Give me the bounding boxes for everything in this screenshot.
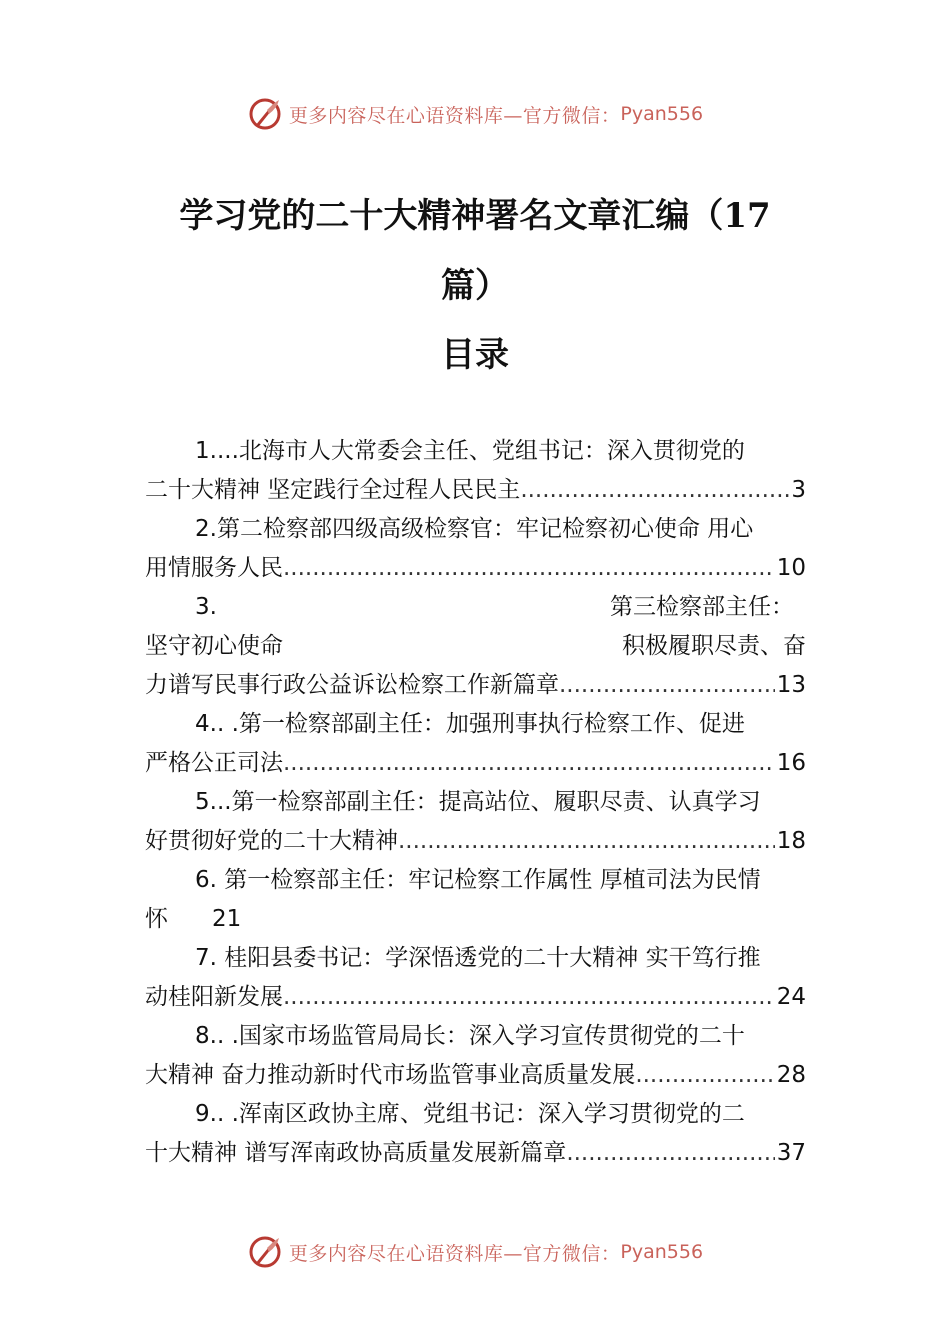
toc-page-number: 10: [776, 555, 806, 581]
toc-page-number: 37: [776, 1140, 806, 1166]
toc-entry-8-line1[interactable]: 8.. .国家市场监管局局长：深入学习宣传贯彻党的二十: [195, 1023, 745, 1049]
leader-dots: [559, 666, 775, 705]
toc-page-number: 18: [776, 828, 806, 854]
toc-entry-author: 第三检察部主任：: [610, 594, 794, 620]
toc-entry-6-line2[interactable]: [145, 900, 806, 939]
toc-entry-title: 动桂阳新发展: [145, 984, 283, 1010]
toc-entry-2-line1[interactable]: 2.第二检察部四级高级检察官：牢记检察初心使命 用心: [195, 516, 754, 542]
toc-entry-5-line2[interactable]: [145, 822, 806, 861]
toc-entry-6-line1[interactable]: 6. 第一检察部主任：牢记检察工作属性 厚植司法为民情: [195, 867, 761, 893]
toc-entry-title: 大精神 奋力推动新时代市场监管事业高质量发展: [145, 1062, 636, 1088]
toc-entry-title-part1: 坚守初心使命: [145, 633, 283, 659]
toc-entry-title: 怀: [145, 906, 168, 932]
toc-page-number: 21: [212, 906, 242, 932]
leader-dots: [566, 1134, 774, 1173]
header-banner-text: 更多内容尽在心语资料库—官方微信：: [288, 104, 621, 127]
leader-dots: [635, 1056, 774, 1095]
toc-entry-title: 用情服务人民: [145, 555, 283, 581]
toc-entry-1-line1[interactable]: 1....北海市人大常委会主任、党组书记：深入贯彻党的: [195, 438, 745, 464]
toc-entry-2-line2[interactable]: [145, 549, 806, 588]
footer-banner-text: 更多内容尽在心语资料库—官方微信：: [288, 1242, 621, 1265]
toc-page-number: 3: [791, 477, 806, 503]
toc-entry-title: 严格公正司法: [145, 750, 283, 776]
toc-page-number: 16: [776, 750, 806, 776]
leader-dots: [398, 822, 775, 861]
toc-page-number: 28: [776, 1062, 806, 1088]
toc-entry-3-line1[interactable]: [145, 588, 806, 627]
header-banner: [0, 94, 950, 134]
toc-entry-title: 二十大精神 坚定践行全过程人民民主: [145, 477, 521, 503]
toc-entry-7-line1[interactable]: 7. 桂阳县委书记：学深悟透党的二十大精神 实干笃行推: [195, 945, 761, 971]
toc-entry-title: 好贯彻好党的二十大精神: [145, 828, 398, 854]
toc-entry-5-line1[interactable]: 5...第一检察部副主任：提高站位、履职尽责、认真学习: [195, 789, 761, 815]
table-of-contents: [145, 432, 806, 1173]
quill-logo-icon: [247, 1234, 283, 1270]
toc-entry-3-line3[interactable]: [145, 666, 806, 705]
document-title-line2: 篇）: [441, 266, 509, 306]
leader-dots: [283, 744, 775, 783]
quill-logo-icon: [247, 96, 283, 132]
toc-entry-8-line2[interactable]: [145, 1056, 806, 1095]
leader-dots: [283, 978, 775, 1017]
toc-page-number: 24: [776, 984, 806, 1010]
toc-heading: 目录: [441, 335, 509, 375]
toc-entry-9-line1[interactable]: 9.. .浑南区政协主席、党组书记：深入学习贯彻党的二: [195, 1101, 745, 1127]
toc-entry-7-line2[interactable]: [145, 978, 806, 1017]
toc-entry-9-line2[interactable]: [145, 1134, 806, 1173]
document-title-line1: 学习党的二十大精神署名文章汇编（17: [179, 196, 771, 236]
leader-dots: [283, 549, 775, 588]
header-banner-handle: Pyan556: [620, 103, 704, 125]
toc-entry-title: 力谱写民事行政公益诉讼检察工作新篇章: [145, 672, 559, 698]
footer-banner-handle: Pyan556: [620, 1241, 704, 1263]
toc-entry-title-part2: 积极履职尽责、奋: [622, 633, 806, 659]
toc-entry-1-line2[interactable]: [145, 471, 806, 510]
leader-dots: [520, 471, 789, 510]
toc-entry-title: 十大精神 谱写浑南政协高质量发展新篇章: [145, 1140, 567, 1166]
footer-banner: [0, 1232, 950, 1272]
toc-entry-3-line2[interactable]: [145, 627, 806, 666]
toc-entry-number: 3.: [195, 594, 217, 620]
toc-entry-4-line2[interactable]: [145, 744, 806, 783]
toc-entry-4-line1[interactable]: 4.. .第一检察部副主任：加强刑事执行检察工作、促进: [195, 711, 745, 737]
toc-page-number: 13: [776, 672, 806, 698]
